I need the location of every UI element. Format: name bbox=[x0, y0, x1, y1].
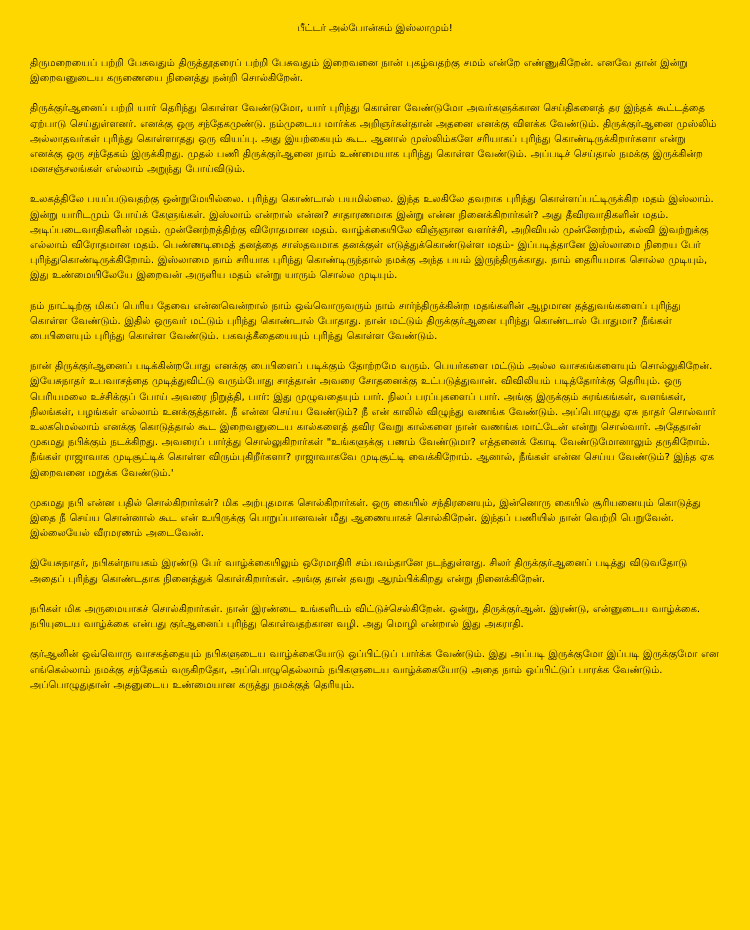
paragraph-2: திருக்குர்ஆனைப் பற்றி யார் தெரிந்து கொள்ள வேண்டுமோ, யார் புரிந்து கொள்ள வேண்டுமோ அவர்களுக்கான செய்திகளைத் தர இந்தக் கூட்டத்தை ஏற்பாடு செய்துள்ளனர். எனக்கு ஒரு சந்தேகமுண்டு. நம்முடைய மார்க்க அறிஞர்கள்தான் அதனை எனக்கு விளக்க வேண்டும். திருக்குர்ஆனை முஸ்லிம் அல்லாதவர்கள் புரிந்து கொள்ளாதது ஒரு வியப்பு. அது இயற்கையும் கூட. ஆனால் முஸ்லிம்களே சரியாகப் புரிந்து கொண்டிருக்கிறார்களா என்று எனக்கு ஒரு சந்தேகம் இருக்கிறது. முதல் பணி திருக்குர்ஆனை நாம் உண்மையாக புரிந்து கொள்ள வேண்டும். அப்படிச் செய்தால் நமக்கு இருக்கின்ற மனசஞ்சலங்கள் எல்லாம் அறுந்து போய்விடும். bbox=[30, 103, 717, 176]
paragraph-9: குர்ஆனின் ஒவ்வொரு வாசகத்தையும் நபிகளுடைய வாழ்க்கையோடு ஒப்பிட்டுப் பார்க்க வேண்டும். இது அப்படி இருக்குமோ இப்படி இருக்குமோ என எங்கெல்லாம் நமக்கு சந்தேகம் வருகிறதோ, அப்பொழுதெல்லாம் நபிகளுடைய வாழ்க்கையோடு அதை நாம் ஒப்பிட்டுப் பாரக்க வேண்டும். அப்பொழுதுதான் அதனுடைய உண்மையான கருத்து நமக்குத் தெரியும். bbox=[30, 649, 719, 691]
paragraph-5: நான் திருக்குர்ஆனைப் படிக்கின்றபோது எனக்கு பைபிளைப் படிக்கும் தோற்றமே வரும். பெயர்களை மட்டும் அல்ல வாசகங்களையும் சொல்லுகிறேன். இயேசுநாதர் உபவாசத்தை முடித்துவிட்டு வரும்போது சாத்தான் அவரை சோதனைக்கு உட்படுத்துவான். விவிலியம் படித்தோர்க்கு தெரியும். ஒரு பெரியமலை உச்சிக்குப் போய் அவரை நிறுத்தி, பார்: இது முழுவதையும் பார். நிலப் பரப்புகளைப் பார். அங்கு இருக்கும் சுரங்கங்கள், வளங்கள், நிலங்கள், பழங்கள் எல்லாம் உனக்குத்தான். நீ என்ன செய்ய வேண்டும்? நீ என் காலில் விழுந்து வணங்க வேண்டும். அப்பொழுது ஏசு நாதர் சொல்வார் உலகமெல்லாம் எனக்கு கொடுத்தால் கூட இறைவனுடைய கால்களைத் தவிர வேறு கால்களை நான் வணங்க மாட்டேன் என்று சொல்வார். அதேதான் முகமது நபிக்கும் நடக்கிறது. அவரைப் பார்த்து சொல்லுகிறார்கள் "உங்களுக்கு பணம் வேண்டுமா? எத்தனைக் கோடி வேண்டுமோனாலும் தருகிறோம். நீங்கள் ராஜாவாக முடிசூட்டிக் கொள்ள விரும்புகிறீர்களா? ராஜாவாகவே முடிசூட்டி வைக்கிறோம். ஆனால், நீங்கள் என்ன செய்ய வேண்டும்? இந்த ஏக இறைவனை மறுக்க வேண்டும்.' bbox=[30, 361, 716, 479]
paragraph-4: நம் நாட்டிற்கு மிகப் பெரிய தேவை என்னவென்றால் நாம் ஒவ்வொருவரும் நாம் சார்ந்திருக்கின்ற மதங்களின் ஆழமான தத்துவங்களைப் புரிந்து கொள்ள வேண்டும். இதில் ஒருவர் மட்டும் புரிந்து கொண்டால் போதாது. நான் மட்டும் திருக்குர்ஆனை புரிந்து கொண்டால் போதுமா? நீங்கள் பைபிளையும் புரிந்து கொள்ள வேண்டும். பகவத்கீதையையும் புரிந்து கொள்ள வேண்டும். bbox=[30, 300, 681, 343]
paragraph-6: முகமது நபி என்ன பதில் சொல்கிறார்கள்? மிக அற்புதமாக சொல்கிறார்கள். ஒரு கையில் சந்திரனையும், இன்னொரு கையில் சூரியனையும் கொடுத்து இதை நீ செய்ய சொன்னால் கூட என் உயிருக்கு பொறுப்பானவன் மீது ஆணையாகச் சொல்கிறேன். இந்தப் பணியில் நான் வெற்றி பெறுவேன். இல்லையேல் வீரமரணம் அடைவேன். bbox=[30, 497, 701, 540]
paragraph-1: திருமறையைப் பற்றி பேசுவதும் திருத்தூதரைப் பற்றி பேசுவதும் இறைவனை நான் புகழ்வதற்கு சமம் என்றே எண்ணுகிறேன். எனவே தான் இன்று இறைவனுடைய கருணையை நினைத்து நன்றி சொல்கிறேன். bbox=[30, 58, 688, 85]
page-title: பீட்டர் அல்போன்சும் இஸ்லாமும்! bbox=[297, 23, 453, 34]
paragraph-3: உலகத்திலே பயப்படுவதற்கு ஒன்றுமேயில்லை. புரிந்து கொண்டால் பயமில்லை. இந்த உலகிலே தவறாக புரிந்து கொள்ளப்பட்டிருக்கிற மதம் இஸ்லாம். இன்று யாரிடமும் போய்க் கேளுங்கள். இஸ்லாம் என்றால் என்ன? சாதாரணமாக இன்று என்ன நினைக்கிறார்கள்? அது தீவிரவாதிகளின் மதம். அடிப்படைவாதிகளின் மதம். முன்னேற்றத்திற்கு விரோதமான மதம். வாழ்க்கையிலே விஞ்ஞான வளர்ச்சி, அறிவியல் முன்னேற்றம், கல்வி இவற்றுக்கு எல்லாம் விரோதமான மதம். பெண்ணடிமைத் தனத்தை சாஸ்தவமாக தனக்குள் எடுத்துக்கொண்டுள்ள மதம்- இப்படித்தானே இஸ்லாமை நிறைய பேர் புரிந்துகொண்டிருக்கிறோம். இஸ்லாமை நாம் சரியாக புரிந்து கொண்டிருந்தால் நமக்கு அந்த பயம் இருந்திருக்காது. நாம் தைரியமாக சொல்ல முடியும், இது உண்மையிலேயே இறைவன் அருளிய மதம் என்று யாரும் சொல்ல முடியும். bbox=[30, 194, 714, 282]
paragraph-8: நபிகள் மிக அருமையாகச் சொல்கிறார்கள். நான் இரண்டை உங்களிடம் விட்டுச்செல்கிறேன். ஒன்று, திருக்குர்ஆன். இரண்டு, என்னுடைய வாழ்க்கை. நபியுடைய வாழ்க்கை என்பது குர்ஆனைப் புரிந்து கொள்வதற்கான வழி. அது மொழி என்றால் இது அகராதி. bbox=[30, 603, 701, 631]
paragraph-7: இயேசுநாதர், நபிகள்நாயகம் இரண்டு பேர் வாழ்க்கையிலும் ஒரேமாதிரி சம்பவம்தானே நடந்துள்ளது. சிலர் திருக்குர்ஆனைப் படித்து விடுவதோடு அதைப் புரிந்து கொண்டதாக நினைத்துக் கொள்கிறார்கள். அங்கு தான் தவறு ஆரம்பிக்கிறது என்று நினைக்கிறேன். bbox=[30, 558, 688, 585]
